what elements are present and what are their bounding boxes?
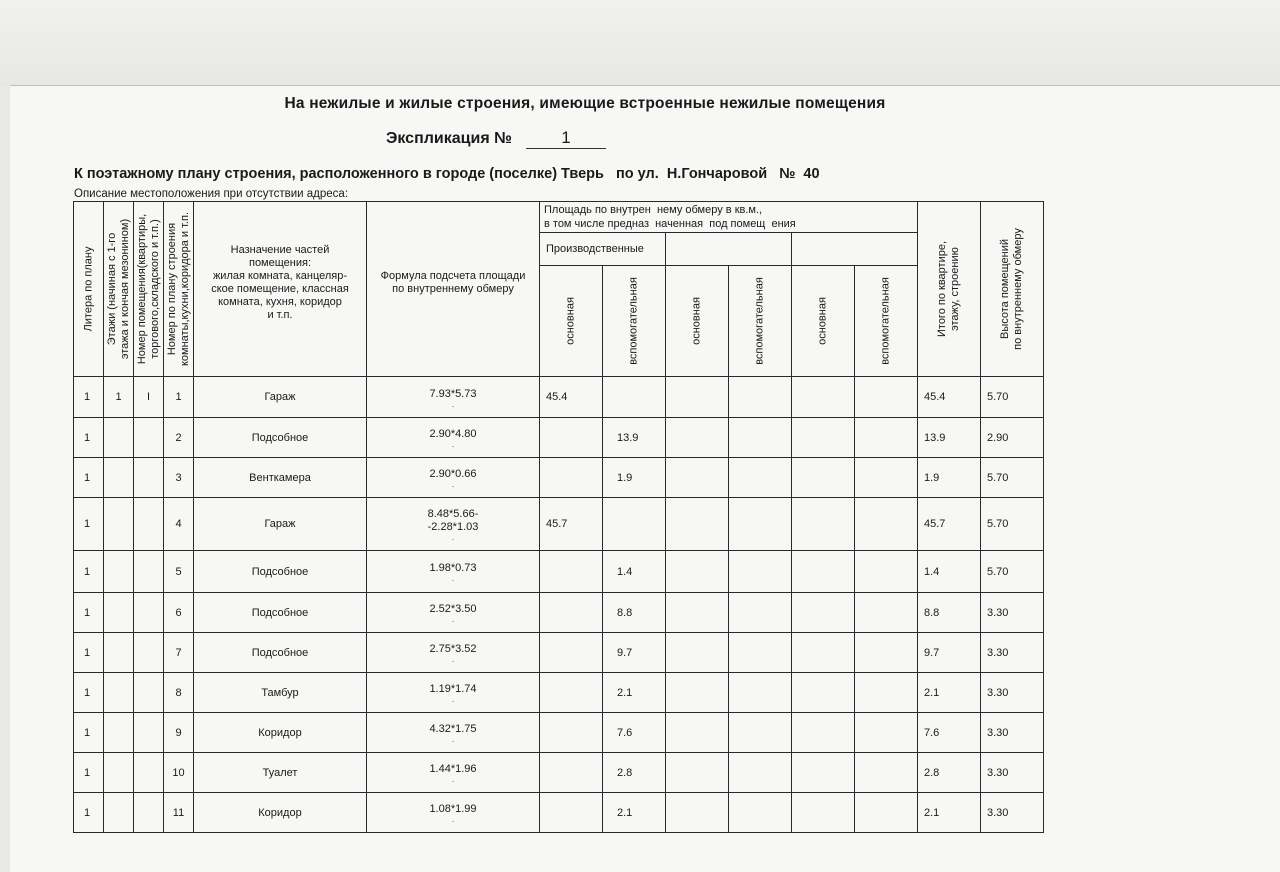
formula-dot: . [451, 654, 455, 664]
prod-main-cell [540, 713, 603, 753]
litera-cell: 1 [74, 753, 104, 793]
prod-main-cell [540, 418, 603, 458]
prod-main-cell: 45.4 [540, 377, 603, 418]
empty-cell [666, 593, 729, 633]
empty-cell [729, 673, 792, 713]
total-cell: 2.1 [918, 793, 981, 833]
explication-label: Экспликация № [386, 130, 512, 147]
empty-cell [855, 458, 918, 498]
prod-aux-cell: 1.4 [603, 551, 666, 593]
room-number-cell: 8 [164, 673, 194, 713]
premise-cell [134, 458, 164, 498]
prod-aux-cell: 8.8 [603, 593, 666, 633]
purpose-cell: Гараж [194, 498, 367, 551]
empty-cell [792, 713, 855, 753]
formula-cell: 2.90*4.80 . [367, 418, 540, 458]
empty-cell [729, 753, 792, 793]
premise-cell [134, 793, 164, 833]
floor-cell [104, 713, 134, 753]
height-cell: 5.70 [981, 377, 1044, 418]
prod-aux-cell: 2.1 [603, 793, 666, 833]
floor-cell [104, 673, 134, 713]
total-cell: 45.7 [918, 498, 981, 551]
floor-cell: 1 [104, 377, 134, 418]
purpose-cell: Коридор [194, 713, 367, 753]
floor-cell [104, 418, 134, 458]
table-row [74, 551, 1044, 593]
table-row [74, 633, 1044, 673]
purpose-cell: Венткамера [194, 458, 367, 498]
floor-cell [104, 498, 134, 551]
prod-main-cell [540, 753, 603, 793]
floor-cell [104, 593, 134, 633]
header-total: Итого по квартире, этажу, строению [918, 202, 981, 377]
total-cell: 13.9 [918, 418, 981, 458]
premise-cell [134, 713, 164, 753]
total-cell: 2.8 [918, 753, 981, 793]
empty-cell [792, 458, 855, 498]
explication-number: 1 [526, 128, 606, 149]
table-row [74, 753, 1044, 793]
empty-cell [855, 793, 918, 833]
purpose-cell: Коридор [194, 793, 367, 833]
header-litera: Литера по плану [74, 202, 104, 377]
empty-cell [729, 458, 792, 498]
empty-cell [666, 713, 729, 753]
litera-cell: 1 [74, 713, 104, 753]
explication-table [73, 201, 1044, 833]
formula-cell: 1.19*1.74 . [367, 673, 540, 713]
premise-cell [134, 673, 164, 713]
prod-main-cell [540, 793, 603, 833]
prod-aux-cell: 2.1 [603, 673, 666, 713]
litera-cell: 1 [74, 458, 104, 498]
empty-cell [792, 633, 855, 673]
empty-cell [855, 498, 918, 551]
floor-cell [104, 458, 134, 498]
room-number-cell: 2 [164, 418, 194, 458]
empty-cell [792, 498, 855, 551]
prod-aux-cell: 1.9 [603, 458, 666, 498]
purpose-cell: Подсобное [194, 551, 367, 593]
header-purpose: Назначение частей помещения: жилая комната, канцеляр- ское помещение, классная комната, кухня, коридор и т.п. [194, 202, 367, 377]
empty-cell [792, 593, 855, 633]
empty-cell [729, 793, 792, 833]
premise-cell [134, 593, 164, 633]
header-group-2 [666, 233, 792, 266]
empty-cell [666, 418, 729, 458]
empty-cell [729, 713, 792, 753]
empty-cell [666, 633, 729, 673]
prod-main-cell [540, 551, 603, 593]
formula-dot: . [451, 734, 455, 744]
total-cell: 8.8 [918, 593, 981, 633]
empty-cell [792, 753, 855, 793]
table-row [74, 458, 1044, 498]
total-cell: 9.7 [918, 633, 981, 673]
header-aux-3: вспомогательная [855, 266, 918, 377]
room-number-cell: 1 [164, 377, 194, 418]
empty-cell [855, 377, 918, 418]
formula-dot: . [451, 573, 455, 583]
table-row [74, 377, 1044, 418]
purpose-cell: Туалет [194, 753, 367, 793]
table-row [74, 673, 1044, 713]
header-main-3: основная [792, 266, 855, 377]
height-cell: 3.30 [981, 793, 1044, 833]
height-cell: 3.30 [981, 633, 1044, 673]
empty-cell [666, 753, 729, 793]
empty-cell [666, 377, 729, 418]
height-cell: 3.30 [981, 753, 1044, 793]
table-row [74, 713, 1044, 753]
purpose-cell: Подсобное [194, 418, 367, 458]
height-cell: 5.70 [981, 551, 1044, 593]
height-cell: 5.70 [981, 498, 1044, 551]
header-group-3 [792, 233, 918, 266]
empty-cell [729, 418, 792, 458]
height-cell: 5.70 [981, 458, 1044, 498]
room-number-cell: 3 [164, 458, 194, 498]
height-cell: 3.30 [981, 593, 1044, 633]
empty-cell [792, 377, 855, 418]
formula-cell: 8.48*5.66- -2.28*1.03 . [367, 498, 540, 551]
empty-cell [666, 793, 729, 833]
empty-cell [729, 593, 792, 633]
prod-main-cell [540, 458, 603, 498]
litera-cell: 1 [74, 418, 104, 458]
formula-cell: 1.44*1.96 . [367, 753, 540, 793]
prod-aux-cell: 9.7 [603, 633, 666, 673]
page-top-band [0, 0, 1280, 86]
purpose-cell: Тамбур [194, 673, 367, 713]
premise-cell: I [134, 377, 164, 418]
empty-cell [666, 673, 729, 713]
floor-cell [104, 633, 134, 673]
premise-cell [134, 418, 164, 458]
header-aux-2: вспомогательная [729, 266, 792, 377]
empty-cell [666, 551, 729, 593]
formula-cell: 2.90*0.66 . [367, 458, 540, 498]
prod-main-cell [540, 633, 603, 673]
litera-cell: 1 [74, 593, 104, 633]
premise-cell [134, 551, 164, 593]
floor-cell [104, 793, 134, 833]
address-line: К поэтажному плану строения, расположенного в городе (поселке) Тверь по ул. Н.Гончаровой № 40 [74, 166, 820, 182]
header-height: Высота помещений по внутреннему обмеру [981, 202, 1044, 377]
room-number-cell: 5 [164, 551, 194, 593]
prod-aux-cell [603, 377, 666, 418]
empty-cell [792, 793, 855, 833]
purpose-cell: Гараж [194, 377, 367, 418]
prod-aux-cell: 2.8 [603, 753, 666, 793]
table-row [74, 498, 1044, 551]
empty-cell [666, 498, 729, 551]
table-row [74, 593, 1044, 633]
room-number-cell: 4 [164, 498, 194, 551]
empty-cell [855, 551, 918, 593]
empty-cell [666, 458, 729, 498]
header-main-2: основная [666, 266, 729, 377]
header-aux-1: вспомогательная [603, 266, 666, 377]
prod-aux-cell: 13.9 [603, 418, 666, 458]
litera-cell: 1 [74, 498, 104, 551]
header-main-1: основная [540, 266, 603, 377]
prod-main-cell [540, 673, 603, 713]
room-number-cell: 6 [164, 593, 194, 633]
premise-cell [134, 753, 164, 793]
header-room-number: Номер по плану строения комнаты,кухни,коридора и т.п. [164, 202, 194, 377]
prod-main-cell: 45.7 [540, 498, 603, 551]
empty-cell [855, 418, 918, 458]
empty-cell [855, 593, 918, 633]
formula-dot: . [451, 532, 455, 542]
empty-cell [855, 713, 918, 753]
empty-cell [792, 418, 855, 458]
prod-aux-cell [603, 498, 666, 551]
room-number-cell: 7 [164, 633, 194, 673]
formula-dot: . [451, 614, 455, 624]
empty-cell [792, 673, 855, 713]
header-area: Площадь по внутрен нему обмеру в кв.м., в том числе предназ наченная под помещ ения [540, 202, 918, 233]
header-production: Производственные [540, 233, 666, 266]
formula-cell: 1.98*0.73 . [367, 551, 540, 593]
empty-cell [729, 633, 792, 673]
height-cell: 3.30 [981, 673, 1044, 713]
purpose-cell: Подсобное [194, 633, 367, 673]
formula-cell: 2.75*3.52 . [367, 633, 540, 673]
formula-dot: . [451, 694, 455, 704]
height-cell: 2.90 [981, 418, 1044, 458]
room-number-cell: 10 [164, 753, 194, 793]
prod-aux-cell: 7.6 [603, 713, 666, 753]
empty-cell [792, 551, 855, 593]
floor-cell [104, 551, 134, 593]
formula-cell: 2.52*3.50 . [367, 593, 540, 633]
formula-cell: 1.08*1.99 . [367, 793, 540, 833]
litera-cell: 1 [74, 793, 104, 833]
premise-cell [134, 633, 164, 673]
litera-cell: 1 [74, 673, 104, 713]
table-row [74, 418, 1044, 458]
litera-cell: 1 [74, 377, 104, 418]
table-row [74, 793, 1044, 833]
empty-cell [855, 633, 918, 673]
total-cell: 1.9 [918, 458, 981, 498]
empty-cell [855, 753, 918, 793]
purpose-cell: Подсобное [194, 593, 367, 633]
litera-cell: 1 [74, 551, 104, 593]
floor-cell [104, 753, 134, 793]
empty-cell [729, 377, 792, 418]
explication-heading [386, 128, 606, 149]
location-note: Описание местоположения при отсутствии адреса: [74, 188, 349, 200]
room-number-cell: 11 [164, 793, 194, 833]
empty-cell [729, 498, 792, 551]
header-premise-number: Номер помещения(квартиры, торгового,складского и т.п.) [134, 202, 164, 377]
formula-dot: . [451, 479, 455, 489]
header-floors: Этажи (начиная с 1-го этажа и кончая мезонином) [104, 202, 134, 377]
height-cell: 3.30 [981, 713, 1044, 753]
total-cell: 2.1 [918, 673, 981, 713]
header-formula: Формула подсчета площади по внутреннему обмеру [367, 202, 540, 377]
total-cell: 1.4 [918, 551, 981, 593]
total-cell: 45.4 [918, 377, 981, 418]
prod-main-cell [540, 593, 603, 633]
formula-dot: . [451, 439, 455, 449]
litera-cell: 1 [74, 633, 104, 673]
empty-cell [855, 673, 918, 713]
total-cell: 7.6 [918, 713, 981, 753]
premise-cell [134, 498, 164, 551]
formula-cell: 4.32*1.75 . [367, 713, 540, 753]
formula-dot: . [451, 774, 455, 784]
formula-dot: . [451, 814, 455, 824]
empty-cell [729, 551, 792, 593]
room-number-cell: 9 [164, 713, 194, 753]
document-title: На нежилые и жилые строения, имеющие встроенные нежилые помещения [284, 95, 886, 112]
formula-dot: . [451, 398, 455, 409]
formula-cell: 7.93*5.73 . [367, 377, 540, 418]
